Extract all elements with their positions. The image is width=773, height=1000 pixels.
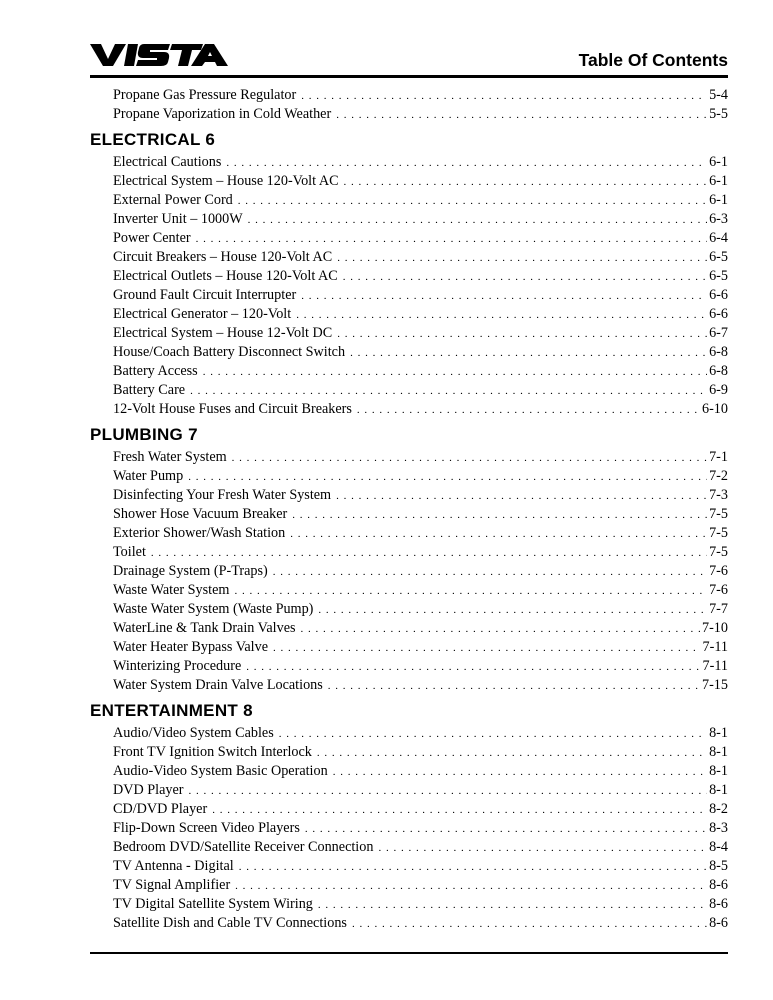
toc-entry[interactable] (90, 324, 728, 343)
toc-entry-title: Disinfecting Your Fresh Water System (113, 487, 332, 503)
toc-entry[interactable] (90, 343, 728, 362)
vista-logo (90, 42, 230, 68)
toc-entry-title: Fresh Water System (113, 449, 227, 465)
toc-entry-page: 6-1 (709, 154, 728, 170)
toc-entry-page: 6-5 (709, 249, 728, 265)
toc-entry-page: 6-4 (709, 230, 728, 246)
toc-entry-page: 8-1 (709, 763, 728, 779)
dot-leader (301, 287, 707, 306)
dot-leader (350, 344, 707, 363)
toc-entry-title: Toilet (113, 544, 146, 560)
toc-entry[interactable] (90, 895, 728, 914)
toc-entry-title: Water System Drain Valve Locations (113, 677, 323, 693)
toc-entry-page: 7-5 (709, 544, 728, 560)
toc-entry-title: Bedroom DVD/Satellite Receiver Connection (113, 839, 374, 855)
dot-leader (343, 268, 707, 287)
toc-entry-page: 8-3 (709, 820, 728, 836)
toc-entry-title: Electrical Generator – 120-Volt (113, 306, 292, 322)
toc-entry-page: 6-8 (709, 363, 728, 379)
toc-entry-title: Inverter Unit – 1000W (113, 211, 243, 227)
toc-entry-title: Electrical Cautions (113, 154, 222, 170)
dot-leader (196, 230, 707, 249)
toc-entry[interactable] (90, 305, 728, 324)
toc-entry-title: Water Heater Bypass Valve (113, 639, 268, 655)
dot-leader (189, 782, 708, 801)
toc-entry-page: 8-6 (709, 896, 728, 912)
toc-entry-page: 8-1 (709, 744, 728, 760)
toc-entry[interactable] (90, 86, 728, 105)
toc-entry-title: Propane Gas Pressure Regulator (113, 87, 297, 103)
toc-entry-title: Front TV Ignition Switch Interlock (113, 744, 312, 760)
toc-entry-title: Ground Fault Circuit Interrupter (113, 287, 297, 303)
dot-leader (336, 106, 707, 125)
toc-entry[interactable] (90, 448, 728, 467)
toc-entry-title: CD/DVD Player (113, 801, 208, 817)
dot-leader (212, 801, 707, 820)
dot-leader (238, 192, 707, 211)
section-heading: ENTERTAINMENT 8 (90, 701, 253, 720)
toc-entry-page: 5-4 (709, 87, 728, 103)
toc-entry-page: 6-10 (701, 401, 728, 417)
toc-entry-page: 6-5 (709, 268, 728, 284)
toc-entry[interactable] (90, 914, 728, 933)
toc-entry-page: 7-7 (709, 601, 728, 617)
dot-leader (279, 725, 707, 744)
dot-leader (232, 449, 707, 468)
header-rule (90, 75, 728, 78)
toc-entry[interactable] (90, 876, 728, 895)
toc-entry-page: 7-6 (709, 563, 728, 579)
toc-entry-page: 7-1 (709, 449, 728, 465)
toc-entry-title: Shower Hose Vacuum Breaker (113, 506, 288, 522)
toc-entry-title: Water Pump (113, 468, 184, 484)
dot-leader (336, 487, 707, 506)
toc-entry-page: 6-6 (709, 306, 728, 322)
toc-entry-title: Audio-Video System Basic Operation (113, 763, 328, 779)
toc-entry[interactable] (90, 562, 728, 581)
dot-leader (305, 820, 707, 839)
toc-entry-title: Power Center (113, 230, 191, 246)
table-of-contents (90, 86, 728, 933)
toc-entry-title: Electrical Outlets – House 120-Volt AC (113, 268, 338, 284)
toc-entry-page: 6-7 (709, 325, 728, 341)
toc-entry[interactable] (90, 467, 728, 486)
dot-leader (190, 382, 707, 401)
toc-entry-title: WaterLine & Tank Drain Valves (113, 620, 296, 636)
toc-entry-title: Electrical System – House 120-Volt AC (113, 173, 339, 189)
toc-entry-title: Winterizing Procedure (113, 658, 242, 674)
toc-entry-page: 6-8 (709, 344, 728, 360)
toc-entry-title: Waste Water System (113, 582, 230, 598)
toc-entry[interactable] (90, 362, 728, 381)
toc-entry-page: 6-6 (709, 287, 728, 303)
toc-entry[interactable] (90, 724, 728, 743)
dot-leader (328, 677, 700, 696)
toc-entry-title: TV Digital Satellite System Wiring (113, 896, 313, 912)
toc-entry-page: 8-2 (709, 801, 728, 817)
dot-leader (188, 468, 707, 487)
toc-entry[interactable] (90, 267, 728, 286)
toc-entry-page: 8-5 (709, 858, 728, 874)
toc-entry-page: 6-3 (709, 211, 728, 227)
toc-entry[interactable] (90, 524, 728, 543)
toc-entry[interactable] (90, 172, 728, 191)
dot-leader (239, 858, 707, 877)
dot-leader (317, 744, 707, 763)
dot-leader (151, 544, 707, 563)
toc-entry-page: 6-1 (709, 192, 728, 208)
toc-entry-page: 6-1 (709, 173, 728, 189)
toc-entry[interactable] (90, 819, 728, 838)
dot-leader (378, 839, 707, 858)
toc-entry[interactable] (90, 676, 728, 695)
toc-entry-title: Flip-Down Screen Video Players (113, 820, 300, 836)
toc-entry-page: 7-6 (709, 582, 728, 598)
toc-entry-page: 8-1 (709, 725, 728, 741)
toc-entry[interactable] (90, 153, 728, 172)
dot-leader (246, 658, 700, 677)
toc-entry-page: 7-5 (709, 525, 728, 541)
toc-entry-title: Electrical System – House 12-Volt DC (113, 325, 333, 341)
toc-entry[interactable] (90, 191, 728, 210)
toc-entry[interactable] (90, 657, 728, 676)
dot-leader (318, 896, 707, 915)
footer-rule (90, 952, 728, 954)
toc-entry[interactable] (90, 743, 728, 762)
page-title: Table Of Contents (578, 50, 728, 70)
toc-entry-title: External Power Cord (113, 192, 233, 208)
dot-leader (301, 87, 707, 106)
dot-leader (333, 763, 707, 782)
dot-leader (352, 915, 707, 934)
toc-entry-title: TV Signal Amplifier (113, 877, 231, 893)
toc-entry-title: 12-Volt House Fuses and Circuit Breakers (113, 401, 352, 417)
toc-entry-title: Exterior Shower/Wash Station (113, 525, 286, 541)
dot-leader (226, 154, 707, 173)
toc-entry[interactable] (90, 619, 728, 638)
toc-entry-page: 8-1 (709, 782, 728, 798)
toc-entry-title: Battery Care (113, 382, 186, 398)
toc-entry[interactable] (90, 543, 728, 562)
toc-entry[interactable] (90, 248, 728, 267)
toc-entry[interactable] (90, 838, 728, 857)
toc-entry-page: 7-11 (702, 658, 728, 674)
toc-entry[interactable] (90, 381, 728, 400)
toc-entry-title: Propane Vaporization in Cold Weather (113, 106, 332, 122)
dot-leader (235, 877, 707, 896)
dot-leader (290, 525, 707, 544)
toc-entry[interactable] (90, 229, 728, 248)
dot-leader (296, 306, 707, 325)
toc-entry[interactable] (90, 581, 728, 600)
toc-entry[interactable] (90, 781, 728, 800)
toc-entry-page: 8-6 (709, 915, 728, 931)
toc-entry[interactable] (90, 400, 728, 419)
toc-entry-title: Circuit Breakers – House 120-Volt AC (113, 249, 333, 265)
toc-entry[interactable] (90, 857, 728, 876)
toc-entry[interactable] (90, 800, 728, 819)
dot-leader (273, 563, 707, 582)
section-heading: PLUMBING 7 (90, 425, 198, 444)
toc-entry[interactable] (90, 505, 728, 524)
toc-entry-page: 7-5 (709, 506, 728, 522)
toc-entry-title: Drainage System (P-Traps) (113, 563, 268, 579)
toc-entry-title: TV Antenna - Digital (113, 858, 234, 874)
dot-leader (318, 601, 707, 620)
dot-leader (337, 249, 707, 268)
toc-entry-title: DVD Player (113, 782, 184, 798)
toc-entry[interactable] (90, 286, 728, 305)
section-heading: ELECTRICAL 6 (90, 130, 216, 149)
toc-entry-page: 8-4 (709, 839, 728, 855)
toc-entry[interactable] (90, 762, 728, 781)
dot-leader (248, 211, 707, 230)
toc-entry[interactable] (90, 105, 728, 124)
toc-entry-title: Waste Water System (Waste Pump) (113, 601, 314, 617)
dot-leader (273, 639, 701, 658)
page-header (90, 40, 728, 80)
toc-entry[interactable] (90, 486, 728, 505)
toc-entry-title: Satellite Dish and Cable TV Connections (113, 915, 347, 931)
toc-entry-page: 7-2 (709, 468, 728, 484)
dot-leader (203, 363, 707, 382)
toc-entry-title: Battery Access (113, 363, 198, 379)
toc-entry-page: 7-15 (701, 677, 728, 693)
toc-entry-page: 7-10 (701, 620, 728, 636)
toc-entry-page: 5-5 (709, 106, 728, 122)
dot-leader (301, 620, 700, 639)
toc-entry-title: House/Coach Battery Disconnect Switch (113, 344, 346, 360)
dot-leader (337, 325, 707, 344)
dot-leader (344, 173, 708, 192)
dot-leader (357, 401, 700, 420)
toc-entry-page: 6-9 (709, 382, 728, 398)
toc-entry-title: Audio/Video System Cables (113, 725, 274, 741)
dot-leader (292, 506, 707, 525)
toc-entry[interactable] (90, 600, 728, 619)
toc-entry-page: 7-11 (702, 639, 728, 655)
dot-leader (234, 582, 707, 601)
toc-entry-page: 7-3 (709, 487, 728, 503)
toc-entry[interactable] (90, 210, 728, 229)
toc-entry[interactable] (90, 638, 728, 657)
toc-entry-page: 8-6 (709, 877, 728, 893)
